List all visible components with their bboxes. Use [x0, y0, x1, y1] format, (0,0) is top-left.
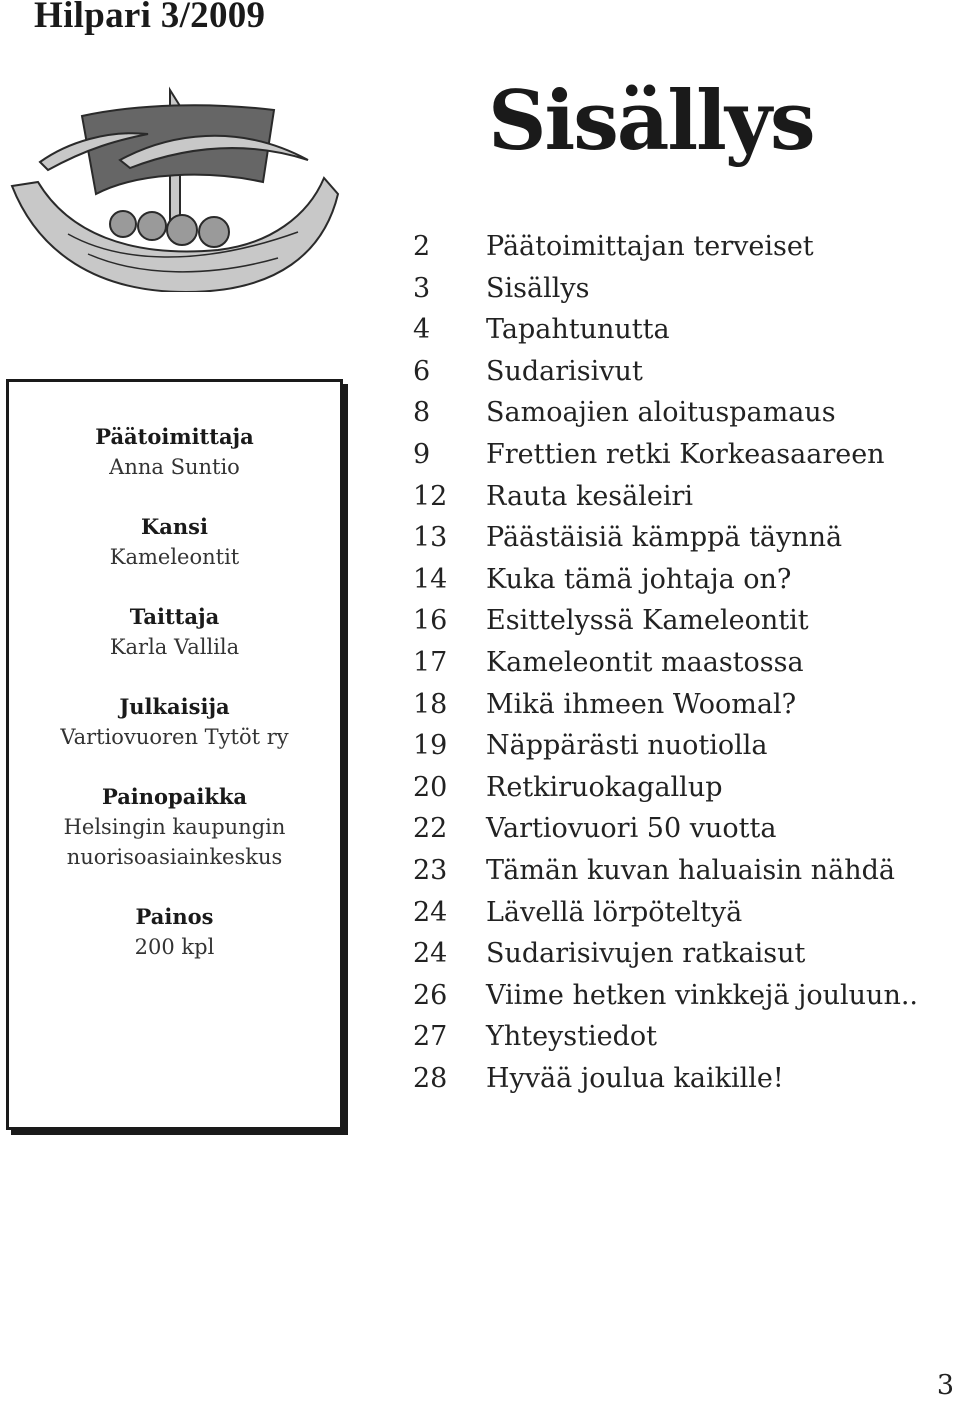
magazine-masthead: Hilpari 3/2009 — [34, 0, 266, 36]
toc-entry[interactable] — [413, 808, 918, 850]
toc-entry[interactable] — [413, 434, 918, 476]
toc-page-number: 6 — [413, 355, 431, 387]
toc-page-number: 24 — [413, 938, 448, 970]
toc-title: Samoajien aloituspamaus — [486, 397, 836, 429]
viking-ship-icon — [8, 82, 344, 292]
credit-role: Päätoimittaja — [95, 424, 254, 449]
toc-page-number: 2 — [413, 231, 431, 262]
toc-title: Yhteystiedot — [486, 1021, 658, 1053]
toc-page-number: 24 — [413, 896, 448, 928]
credit-print-run — [9, 902, 340, 962]
credit-printer — [9, 782, 340, 872]
credits-box — [6, 379, 343, 1130]
toc-entry[interactable] — [413, 476, 918, 518]
credit-cover — [9, 512, 340, 572]
toc-entry[interactable] — [413, 725, 918, 767]
toc-page-number: 9 — [413, 438, 431, 470]
toc-entry[interactable] — [413, 1058, 918, 1100]
toc-title: Frettien retki Korkeasaareen — [486, 438, 885, 470]
ship-shield — [110, 211, 136, 237]
toc-page-number: 18 — [413, 688, 448, 720]
toc-title: Retkiruokagallup — [486, 771, 723, 803]
toc-title: Esittelyssä Kameleontit — [486, 605, 809, 637]
toc-title: Rauta kesäleiri — [486, 480, 694, 512]
toc-entry[interactable] — [413, 351, 918, 393]
toc-page-number: 26 — [413, 979, 448, 1011]
credit-editor — [9, 422, 340, 482]
toc-title: Vartiovuori 50 vuotta — [486, 813, 777, 845]
toc-title: Viime hetken vinkkejä jouluun.. — [486, 979, 918, 1011]
toc-entry[interactable] — [413, 642, 918, 684]
toc-page-number: 19 — [413, 730, 448, 762]
toc-title: Sudarisivut — [486, 355, 643, 387]
credit-value: Helsingin kaupungin nuorisoasiainkeskus — [63, 815, 286, 869]
toc-page-number: 3 — [413, 272, 431, 304]
toc-entry[interactable] — [413, 767, 918, 809]
toc-title: Kuka tämä johtaja on? — [486, 563, 792, 595]
toc-entry[interactable] — [413, 975, 918, 1017]
credit-value: Kameleontit — [109, 545, 240, 569]
table-of-contents — [413, 226, 918, 1099]
toc-title: Sisällys — [486, 272, 590, 304]
toc-page-number: 23 — [413, 854, 448, 886]
credit-value: Anna Suntio — [109, 455, 240, 479]
credit-role: Kansi — [141, 514, 208, 539]
ship-shield — [167, 215, 197, 245]
toc-title: Näppärästi nuotiolla — [486, 730, 768, 762]
credit-value: Vartiovuoren Tytöt ry — [60, 725, 289, 749]
credit-role: Taittaja — [129, 604, 220, 629]
page-number: 3 — [936, 1370, 954, 1401]
toc-page-number: 17 — [413, 646, 448, 678]
toc-page-number: 22 — [413, 813, 448, 845]
ship-shield — [199, 217, 229, 247]
toc-entry[interactable] — [413, 684, 918, 726]
toc-title: Sudarisivujen ratkaisut — [486, 938, 806, 970]
toc-page-number: 20 — [413, 771, 448, 803]
toc-page-number: 14 — [413, 563, 448, 595]
toc-entry[interactable] — [413, 600, 918, 642]
credit-layout — [9, 602, 340, 662]
toc-title: Tapahtunutta — [486, 314, 670, 346]
toc-title: Päästäisiä kämppä täynnä — [486, 522, 843, 554]
toc-entry[interactable] — [413, 850, 918, 892]
ship-shield — [138, 212, 166, 240]
toc-title: Kameleontit maastossa — [486, 646, 804, 678]
toc-title: Hyvää joulua kaikille! — [486, 1062, 784, 1094]
toc-page-number: 27 — [413, 1021, 448, 1053]
toc-entry[interactable] — [413, 309, 918, 351]
credit-publisher — [9, 692, 340, 752]
toc-page-number: 16 — [413, 605, 448, 637]
toc-title: Tämän kuvan haluaisin nähdä — [486, 854, 896, 886]
toc-title: Mikä ihmeen Woomal? — [486, 688, 797, 720]
credit-value: Karla Vallila — [109, 635, 240, 659]
toc-entry[interactable] — [413, 559, 918, 601]
toc-title: Lävellä lörpöteltyä — [486, 896, 743, 928]
toc-page-number: 13 — [413, 522, 448, 554]
toc-entry[interactable] — [413, 392, 918, 434]
toc-entry[interactable] — [413, 933, 918, 975]
toc-page-number: 28 — [413, 1062, 448, 1094]
credit-role: Julkaisija — [119, 694, 230, 719]
credit-role: Painos — [135, 904, 214, 929]
toc-entry[interactable] — [413, 517, 918, 559]
toc-entry[interactable] — [413, 268, 918, 310]
credit-value: 200 kpl — [134, 935, 215, 959]
toc-entry[interactable] — [413, 1016, 918, 1058]
toc-title: Päätoimittajan terveiset — [486, 231, 814, 262]
toc-page-number: 12 — [413, 480, 448, 512]
credit-role: Painopaikka — [101, 784, 248, 809]
page-title: Sisällys — [488, 74, 814, 169]
toc-entry[interactable] — [413, 226, 918, 268]
toc-page-number: 4 — [413, 314, 431, 346]
toc-entry[interactable] — [413, 892, 918, 934]
toc-page-number: 8 — [413, 397, 431, 429]
